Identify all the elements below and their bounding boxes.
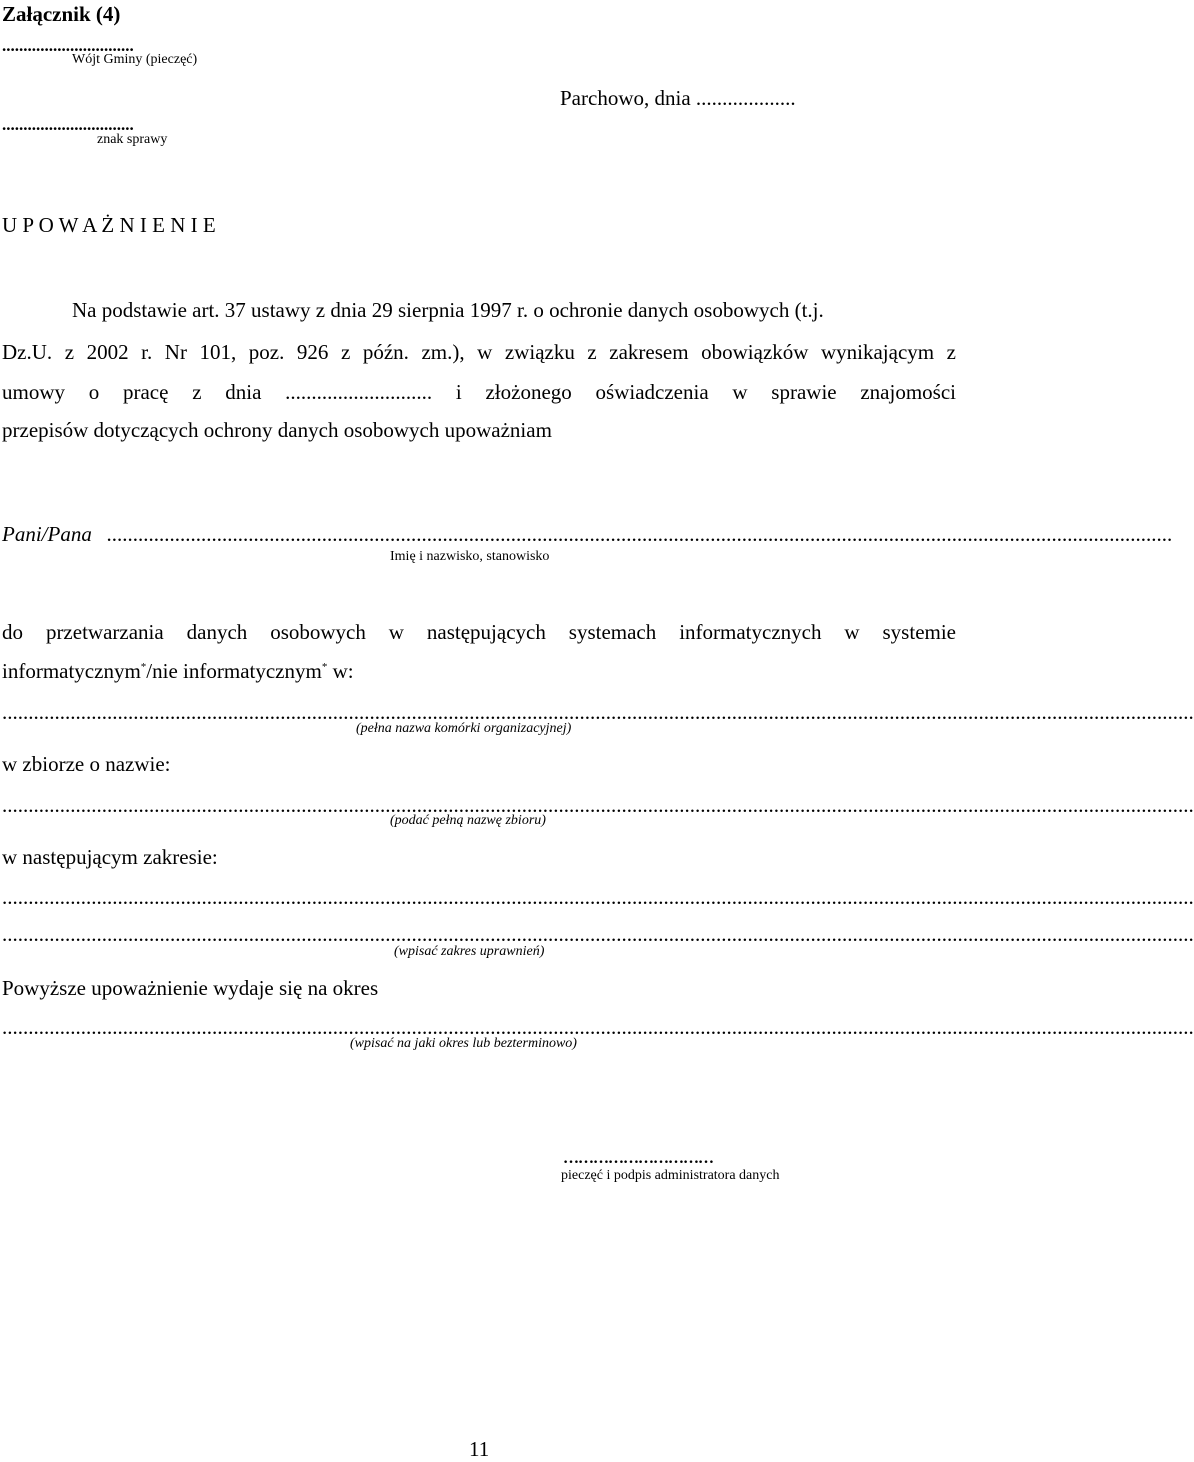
collection-dots: ................................................................................................................................................................................................................................... bbox=[2, 793, 1194, 817]
processing-suffix: w: bbox=[327, 659, 354, 683]
place-date: Parchowo, dnia ................... bbox=[560, 86, 796, 110]
unit-dots: ................................................................................................................................................................................................................................... bbox=[2, 700, 1194, 724]
office-stamp-caption: Wójt Gminy (pieczęć) bbox=[72, 52, 198, 67]
person-dots: ........................................................................................................................................................................................................... bbox=[107, 522, 1173, 546]
scope-label: w następującym zakresie: bbox=[2, 845, 218, 869]
period-caption: (wpisać na jaki okres lub bezterminowo) bbox=[350, 1036, 577, 1051]
intro-line-4: przepisów dotyczących ochrony danych osobowych upoważniam bbox=[2, 418, 552, 442]
intro-line-1: Na podstawie art. 37 ustawy z dnia 29 sierpnia 1997 r. o ochronie danych osobowych (t.j. bbox=[72, 298, 824, 322]
collection-caption: (podać pełną nazwę zbioru) bbox=[390, 813, 546, 828]
intro-line-3: umowy o pracę z dnia ............................ i złożonego oświadczenia w sprawie znajomości bbox=[2, 380, 956, 404]
case-number-caption: znak sprawy bbox=[97, 132, 168, 147]
person-caption: Imię i nazwisko, stanowisko bbox=[390, 549, 550, 564]
attachment-title: Załącznik (4) bbox=[2, 2, 121, 26]
scope-dots-2: ................................................................................................................................................................................................................................... bbox=[2, 922, 1194, 946]
scope-caption: (wpisać zakres uprawnień) bbox=[394, 944, 545, 959]
collection-label: w zbiorze o nazwie: bbox=[2, 752, 171, 776]
processing-line-2 bbox=[2, 659, 354, 684]
document-title: U P O W A Ż N I E N I E bbox=[2, 213, 216, 237]
footnote-star: * bbox=[321, 661, 328, 673]
period-dots: ................................................................................................................................................................................................................................... bbox=[2, 1015, 1194, 1039]
processing-line-1: do przetwarzania danych osobowych w następujących systemach informatycznych w systemie bbox=[2, 620, 956, 644]
processing-it-label: informatycznym bbox=[2, 659, 141, 683]
scope-dots-1: ................................................................................................................................................................................................................................... bbox=[2, 885, 1194, 909]
footnote-star: * bbox=[140, 661, 147, 673]
unit-caption: (pełna nazwa komórki organizacyjnej) bbox=[356, 721, 572, 736]
case-number-dots: ............................... bbox=[2, 115, 134, 134]
signature-caption: pieczęć i podpis administratora danych bbox=[561, 1168, 780, 1183]
signature-dots: ………………………… bbox=[563, 1150, 713, 1167]
person-label: Pani/Pana bbox=[2, 522, 92, 546]
intro-line-2: Dz.U. z 2002 r. Nr 101, poz. 926 z późn. zm.), w związku z zakresem obowiązków wynikającym z bbox=[2, 340, 956, 364]
processing-non-it-label: /nie informatycznym bbox=[146, 659, 322, 683]
office-stamp-dots: ............................... bbox=[2, 36, 134, 55]
period-label: Powyższe upoważnienie wydaje się na okres bbox=[2, 976, 379, 1000]
page-number: 11 bbox=[469, 1437, 490, 1461]
